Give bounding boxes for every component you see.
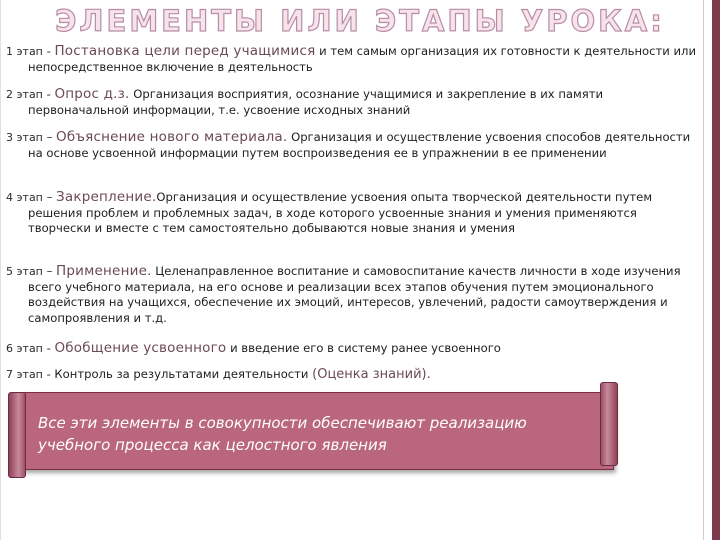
step-description: Целенаправленное воспитание и самовоспитание качеств личности в ходе изучения всего учебного материала, на его основе и реализации всех этапов обучения путем эмоционального воздействия на учащихся, обеспечение их эмоций, интересов, увлечений, радости самоутверждения и самопроявления и т.д.	[28, 264, 681, 325]
step-accent: (Оценка знаний).	[312, 367, 431, 382]
step-3	[6, 130, 696, 161]
step-dash: -	[46, 367, 51, 381]
step-1	[6, 44, 696, 75]
step-5	[6, 264, 696, 326]
step-6	[6, 341, 501, 357]
step-2	[6, 87, 696, 118]
step-description: Организация восприятия, осознание учащимися и закрепление в их памяти первоначальной информации, т.е. усвоение исходных знаний	[28, 87, 604, 117]
step-number: 4 этап	[6, 191, 43, 204]
scroll-roll-right	[600, 382, 618, 466]
step-description: Организация и осуществление усвоения опыта творческой деятельности путем решения проблем и проблемных задач, в ходе которого усвоенные знания и умения применяются творчески и вместе с тем самостоятельно добываются новые знания и умения	[28, 190, 653, 235]
step-number: 1 этап	[6, 45, 43, 58]
right-accent-bar	[712, 0, 720, 540]
step-number: 7 этап	[6, 368, 43, 381]
step-dash: -	[46, 87, 51, 101]
step-dash: –	[46, 130, 53, 144]
step-7	[6, 367, 431, 383]
step-description: Контроль за результатами деятельности	[50, 367, 313, 381]
step-description: Организация и осуществление усвоения способов деятельности на основе усвоенной информации путем воспроизведения ее в упражнении в ее применении	[28, 130, 691, 160]
step-name: Объяснение нового материала.	[56, 129, 288, 145]
step-name: Постановка цели перед учащимися	[54, 43, 316, 59]
step-number: 6 этап	[6, 342, 43, 355]
right-border-line	[703, 0, 704, 540]
slide-title: ЭЛЕМЕНТЫ ИЛИ ЭТАПЫ УРОКА:	[55, 4, 665, 38]
step-4	[6, 190, 696, 237]
step-name: Применение.	[56, 263, 152, 279]
step-number: 5 этап	[6, 265, 43, 278]
summary-text: Все эти элементы в совокупности обеспечивают реализацию учебного процесса как целостного явления	[38, 414, 527, 454]
step-description: и тем самым организация их готовности к деятельности или непосредственное включение в деятельность	[28, 44, 696, 74]
step-dash: –	[46, 190, 53, 204]
step-description: и введение его в систему ранее усвоенного	[226, 341, 501, 355]
step-dash: -	[46, 44, 51, 58]
step-number: 3 этап	[6, 131, 43, 144]
scroll-roll-left	[8, 392, 26, 478]
step-dash: –	[46, 264, 53, 278]
step-name: Закрепление.	[56, 189, 157, 205]
summary-scroll-banner	[8, 382, 620, 480]
left-border-line	[0, 0, 1, 540]
step-number: 2 этап	[6, 88, 43, 101]
step-name: Обобщение усвоенного	[54, 340, 227, 356]
step-dash: -	[46, 341, 51, 355]
step-name: Опрос д.з.	[54, 86, 130, 102]
